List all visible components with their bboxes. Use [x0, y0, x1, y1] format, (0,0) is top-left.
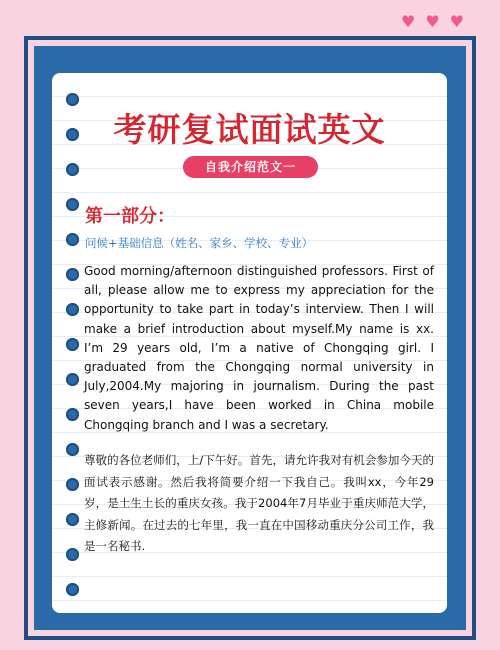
- section-title: 第一部分：: [85, 206, 175, 227]
- section-subtitle: 问候+基础信息（姓名、家乡、学校、专业）: [85, 236, 314, 250]
- binder-ring: [66, 303, 79, 316]
- binder-rings: [66, 93, 80, 593]
- binder-ring: [66, 163, 79, 176]
- binder-ring: [66, 583, 79, 596]
- heart-icon: ♥: [449, 12, 464, 31]
- page-title: 考研复试面试英文: [113, 110, 386, 149]
- english-paragraph: Good morning/afternoon distinguished professors. First of all, please allow me to express my appreciation for the opportunity to take part in today’s interview. Then I will make a brief introduction about myself.My name is xx. I’m 29 years old, I’m a native of Chongqing girl. I graduated from the Chongqing normal university in July,2004.My majoring in journalism. During the past seven years,I have been worked in China mobile Chongqing branch and I was a secretary.: [84, 264, 434, 432]
- hearts-decoration: [401, 14, 464, 30]
- binder-ring: [66, 268, 79, 281]
- subtitle-badge: 自我介绍范文一: [183, 156, 318, 178]
- heart-icon: ♥: [425, 12, 440, 31]
- binder-ring: [66, 198, 79, 211]
- binder-ring: [66, 408, 79, 421]
- binder-ring: [66, 373, 79, 386]
- binder-ring: [66, 478, 79, 491]
- chinese-paragraph: 尊敬的各位老师们，上/下午好。首先，请允许我对有机会参加今天的面试表示感谢。然后我将简要介绍一下我自己。我叫xx，今年29岁，是土生土长的重庆女孩。我于2004年7月毕业于重庆师范大学，主修新闻。在过去的七年里，我一直在中国移动重庆分公司工作，我是一名秘书.: [84, 453, 434, 553]
- binder-ring: [66, 338, 79, 351]
- binder-ring: [66, 443, 79, 456]
- binder-ring: [66, 233, 79, 246]
- binder-ring: [66, 513, 79, 526]
- heart-icon: ♥: [400, 12, 416, 31]
- binder-ring: [66, 548, 79, 561]
